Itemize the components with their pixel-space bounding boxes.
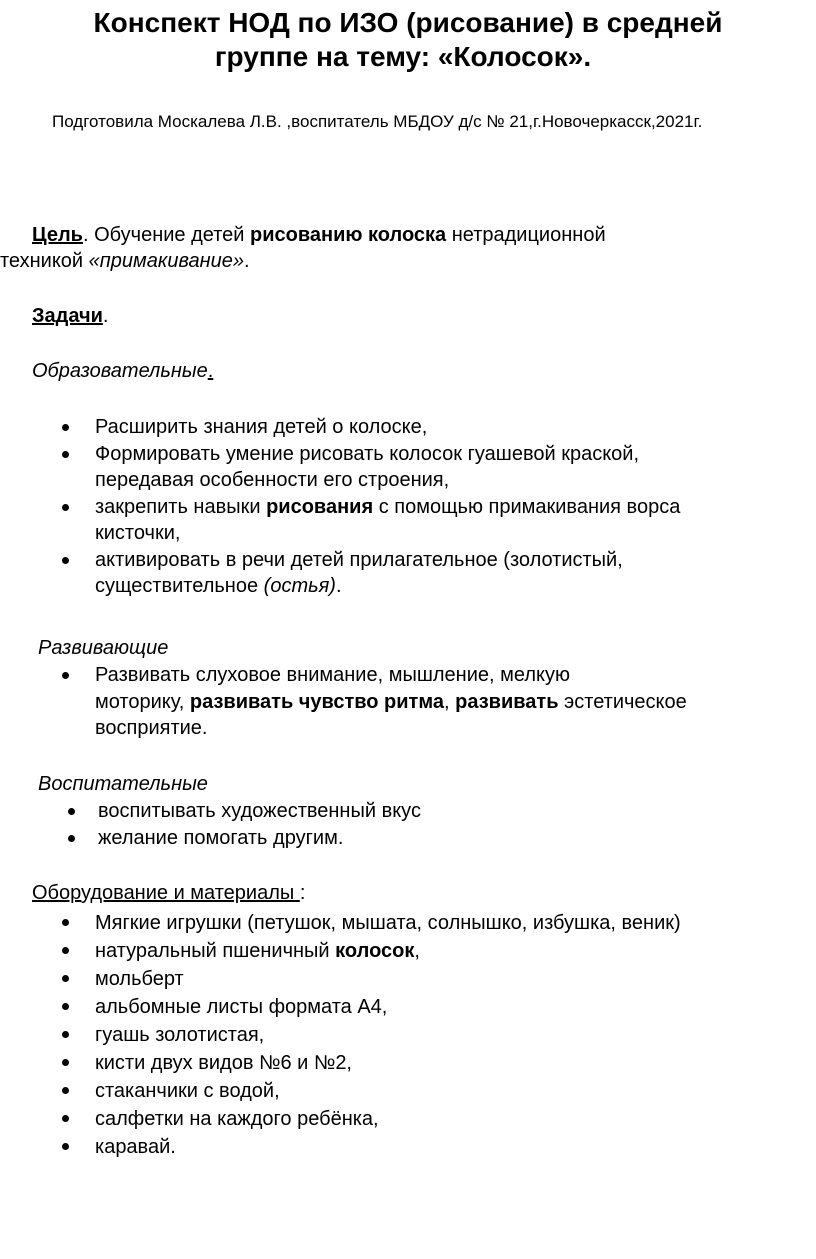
educational-dot: . xyxy=(207,360,214,382)
bullet-icon xyxy=(68,835,75,842)
item-text: с помощью примакивания ворса xyxy=(373,495,681,518)
list-item xyxy=(0,937,681,965)
item-text: восприятие. xyxy=(95,717,208,739)
list-item xyxy=(0,1133,681,1161)
item-text: желание помогать другим. xyxy=(98,826,344,849)
item-italic: (остья) xyxy=(263,575,336,597)
tasks-heading xyxy=(32,303,108,329)
item-bold: развивать xyxy=(455,690,559,713)
bullet-icon xyxy=(62,1003,69,1010)
equipment-colon: : xyxy=(299,882,306,904)
item-text: Расширить знания детей о колоске, xyxy=(95,416,428,438)
equipment-list xyxy=(0,909,681,1161)
goal-bold: рисованию колоска xyxy=(250,224,447,246)
list-item xyxy=(0,547,680,600)
item-text: воспитывать художественный вкус xyxy=(98,800,421,822)
bullet-icon xyxy=(62,557,69,564)
item-text: стаканчики с водой, xyxy=(95,1080,280,1102)
bullet-icon xyxy=(62,672,69,679)
item-text: кисточки, xyxy=(95,522,181,544)
goal-label: Цель xyxy=(32,224,83,246)
goal-line2-italic: «примакивание» xyxy=(88,250,244,272)
list-item xyxy=(0,1049,681,1077)
item-text: активировать в речи детей прилагательное (золотистый, xyxy=(95,548,623,571)
bullet-icon xyxy=(62,975,69,982)
list-item xyxy=(0,1077,681,1105)
item-text: альбомные листы формата А4, xyxy=(95,996,388,1018)
bullet-icon xyxy=(62,947,69,954)
goal-text-1: Обучение детей xyxy=(88,224,251,246)
educational-list xyxy=(0,414,680,600)
item-text: натуральный пшеничный xyxy=(95,940,336,962)
bullet-icon xyxy=(68,808,75,815)
goal-line2-end: . xyxy=(243,250,250,272)
list-item xyxy=(0,1105,681,1133)
educational-heading xyxy=(32,358,213,384)
developing-list xyxy=(0,662,687,742)
item-bold: колосок xyxy=(335,940,415,962)
title-line-1: Конспект НОД по ИЗО (рисование) в средней xyxy=(93,7,723,38)
bullet-icon xyxy=(62,1143,69,1150)
item-text: мольберт xyxy=(95,968,184,990)
bullet-icon xyxy=(62,1087,69,1094)
title-line-2: группе на тему: «Колосок». xyxy=(214,41,592,72)
item-text: , xyxy=(414,940,420,962)
item-text: Мягкие игрушки (петушок, мышата, солнышко, избушка, веник) xyxy=(95,912,681,934)
item-text: существительное xyxy=(95,575,264,597)
bullet-icon xyxy=(62,1031,69,1038)
list-item xyxy=(0,825,421,852)
item-text: , xyxy=(444,690,456,713)
developing-heading xyxy=(38,635,168,661)
list-item xyxy=(0,441,680,494)
upbringing-list xyxy=(0,798,421,851)
developing-label: Развивающие xyxy=(38,637,169,659)
item-text: эстетическое xyxy=(558,690,687,713)
list-item xyxy=(0,965,681,993)
list-item xyxy=(0,1021,681,1049)
goal-line2-text: техникой xyxy=(0,250,89,272)
bullet-icon xyxy=(62,451,69,458)
item-text: закрепить навыки xyxy=(95,495,267,518)
item-text: Формировать умение рисовать колосок гуашевой краской, xyxy=(95,442,640,465)
item-text: передавая особенности его строения, xyxy=(95,469,450,491)
bullet-icon xyxy=(62,919,69,926)
list-item xyxy=(0,798,421,825)
tasks-dot: . xyxy=(102,305,109,327)
item-bold: рисования xyxy=(266,495,374,518)
item-text: каравай. xyxy=(95,1136,176,1158)
list-item xyxy=(0,662,687,742)
bullet-icon xyxy=(62,424,69,431)
author-line: Подготовила Москалева Л.В. ,воспитатель МБДОУ д/с № 21,г.Новочеркасск,2021г. xyxy=(52,112,703,131)
list-item xyxy=(0,414,680,441)
item-text: кисти двух видов №6 и №2, xyxy=(95,1052,352,1074)
item-text: Развивать слуховое внимание, мышление, мелкую xyxy=(95,664,570,686)
bullet-icon xyxy=(62,504,69,511)
tasks-label: Задачи xyxy=(32,305,103,327)
goal-dot: . xyxy=(82,224,89,246)
item-bold: развивать чувство ритма xyxy=(189,690,445,713)
goal-text-2: нетрадиционной xyxy=(446,224,606,246)
item-text: . xyxy=(335,575,342,597)
list-item xyxy=(0,494,680,547)
equipment-label: Оборудование и материалы xyxy=(32,882,300,904)
educational-label: Образовательные xyxy=(32,360,208,382)
document-title xyxy=(0,6,816,74)
upbringing-heading xyxy=(38,771,208,797)
upbringing-label: Воспитательные xyxy=(38,773,208,795)
list-item xyxy=(0,909,681,937)
item-text: моторику, xyxy=(95,690,190,713)
item-text: салфетки на каждого ребёнка, xyxy=(95,1108,379,1130)
goal-paragraph xyxy=(0,222,816,274)
item-text: гуашь золотистая, xyxy=(95,1024,265,1046)
list-item xyxy=(0,993,681,1021)
equipment-heading xyxy=(32,880,305,906)
bullet-icon xyxy=(62,1115,69,1122)
bullet-icon xyxy=(62,1059,69,1066)
